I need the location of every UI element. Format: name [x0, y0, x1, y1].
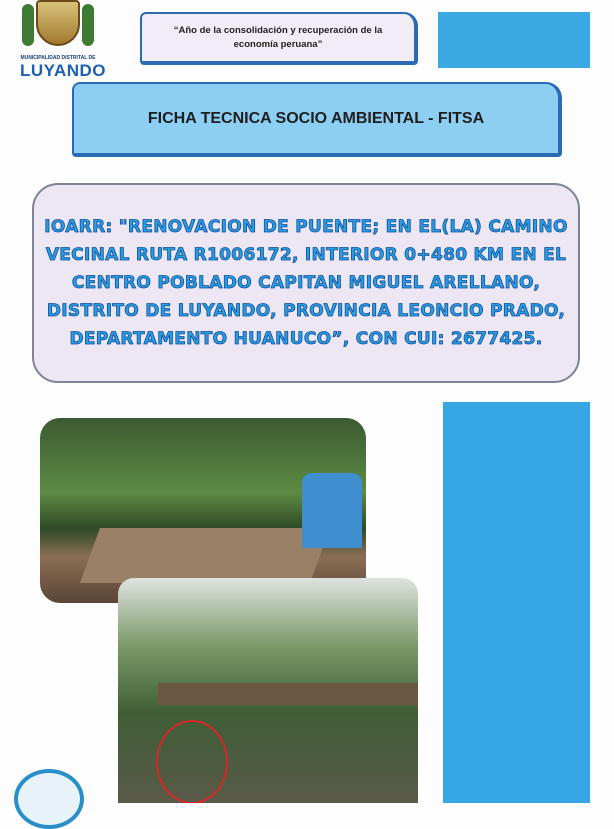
- logo-org-line: MUNICIPALIDAD DISTRITAL DE: [20, 55, 96, 61]
- project-box: [32, 183, 580, 383]
- blue-decoration-right: [443, 402, 590, 803]
- bridge-deck: [158, 683, 418, 705]
- motto-box: [140, 12, 418, 65]
- person: [302, 473, 362, 548]
- project-description: IOARR: "RENOVACION DE PUENTE; EN EL(LA) CAMINO VECINAL RUTA R1006172, INTERIOR 0+480 KM EN EL CENTRO POBLADO CAPITAN MIGUEL ARELLANO, DISTRITO DE LUYANDO, PROVINCIA LEONCIO PRADO, DEPARTAMENTO HUANUCO”, CON CUI: 2677425.: [44, 217, 568, 349]
- footer-logo-emblem: [14, 769, 84, 829]
- blue-decoration-top: [438, 12, 590, 68]
- leaf-decoration: [22, 4, 34, 46]
- footer-logo: [10, 765, 90, 803]
- highlight-circle: [156, 720, 228, 803]
- photo-bridge-top-view: [40, 418, 366, 603]
- photo-bridge-side-view: [118, 578, 418, 803]
- motto-text: “Año de la consolidación y recuperación de la economía peruana”: [173, 24, 383, 50]
- page-title-box: [72, 82, 562, 157]
- wooden-bridge: [80, 528, 330, 583]
- page-title: FICHA TECNICA SOCIO AMBIENTAL - FITSA: [147, 109, 485, 127]
- logo-name: LUYANDO: [20, 61, 106, 80]
- crest-shield: [36, 0, 80, 46]
- municipality-logo: [20, 0, 106, 80]
- leaf-decoration: [82, 4, 94, 46]
